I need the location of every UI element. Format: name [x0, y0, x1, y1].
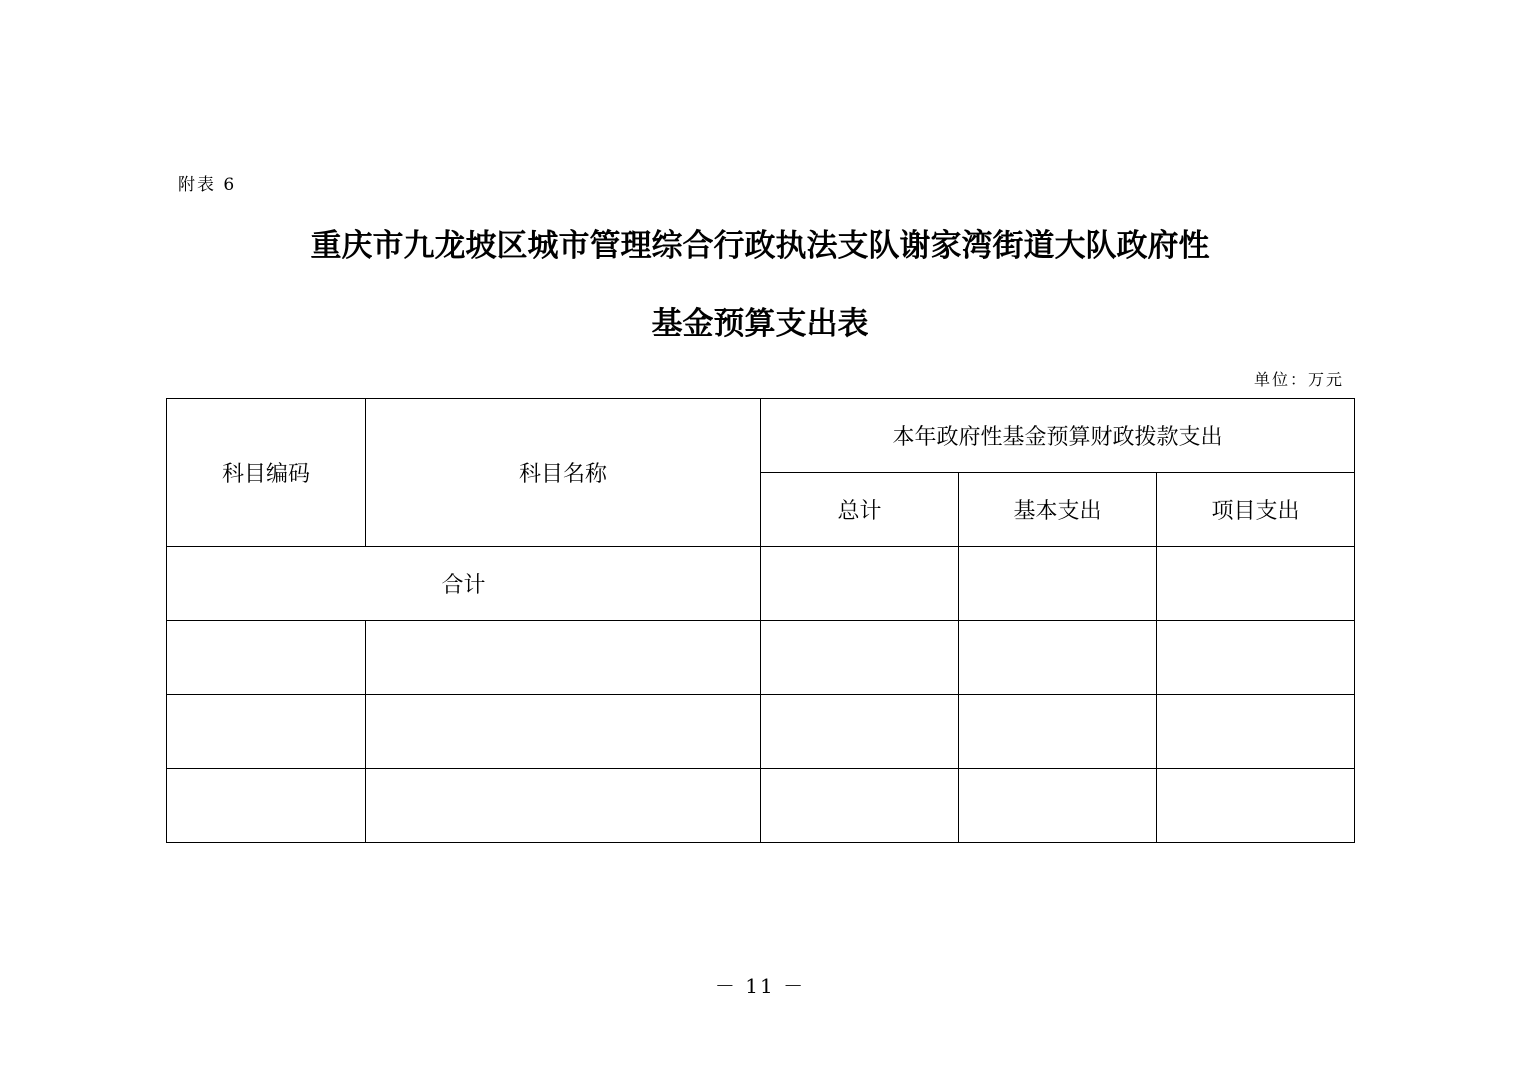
cell-basic-expense [959, 769, 1157, 843]
cell-code [167, 621, 366, 695]
header-basic-expense: 基本支出 [959, 473, 1157, 547]
header-group: 本年政府性基金预算财政拨款支出 [761, 399, 1355, 473]
document-title-line-1: 重庆市九龙坡区城市管理综合行政执法支队谢家湾街道大队政府性 [310, 228, 1210, 264]
cell-total [761, 769, 959, 843]
cell-project-expense [1157, 621, 1355, 695]
table-row [167, 695, 1355, 769]
header-total: 总计 [761, 473, 959, 547]
cell-name [366, 769, 761, 843]
cell-basic-expense [959, 695, 1157, 769]
budget-table [166, 398, 1355, 843]
cell-project-expense [1157, 695, 1355, 769]
header-subject-code: 科目编码 [167, 399, 366, 547]
cell-name [366, 695, 761, 769]
total-row-project-expense [1157, 547, 1355, 621]
page-number: － 11 － [714, 974, 806, 998]
attachment-label: 附表 6 [178, 175, 237, 195]
cell-total [761, 621, 959, 695]
total-row-total [761, 547, 959, 621]
cell-name [366, 621, 761, 695]
header-subject-name: 科目名称 [366, 399, 761, 547]
total-row-label: 合计 [167, 547, 761, 621]
document-title-line-2: 基金预算支出表 [651, 306, 869, 342]
total-row-basic-expense [959, 547, 1157, 621]
cell-basic-expense [959, 621, 1157, 695]
table-total-row [167, 547, 1355, 621]
cell-total [761, 695, 959, 769]
cell-code [167, 769, 366, 843]
table-header-row-1 [167, 399, 1355, 473]
table-row [167, 621, 1355, 695]
unit-label: 单位：万元 [1253, 370, 1344, 389]
table-row [167, 769, 1355, 843]
header-project-expense: 项目支出 [1157, 473, 1355, 547]
cell-project-expense [1157, 769, 1355, 843]
cell-code [167, 695, 366, 769]
